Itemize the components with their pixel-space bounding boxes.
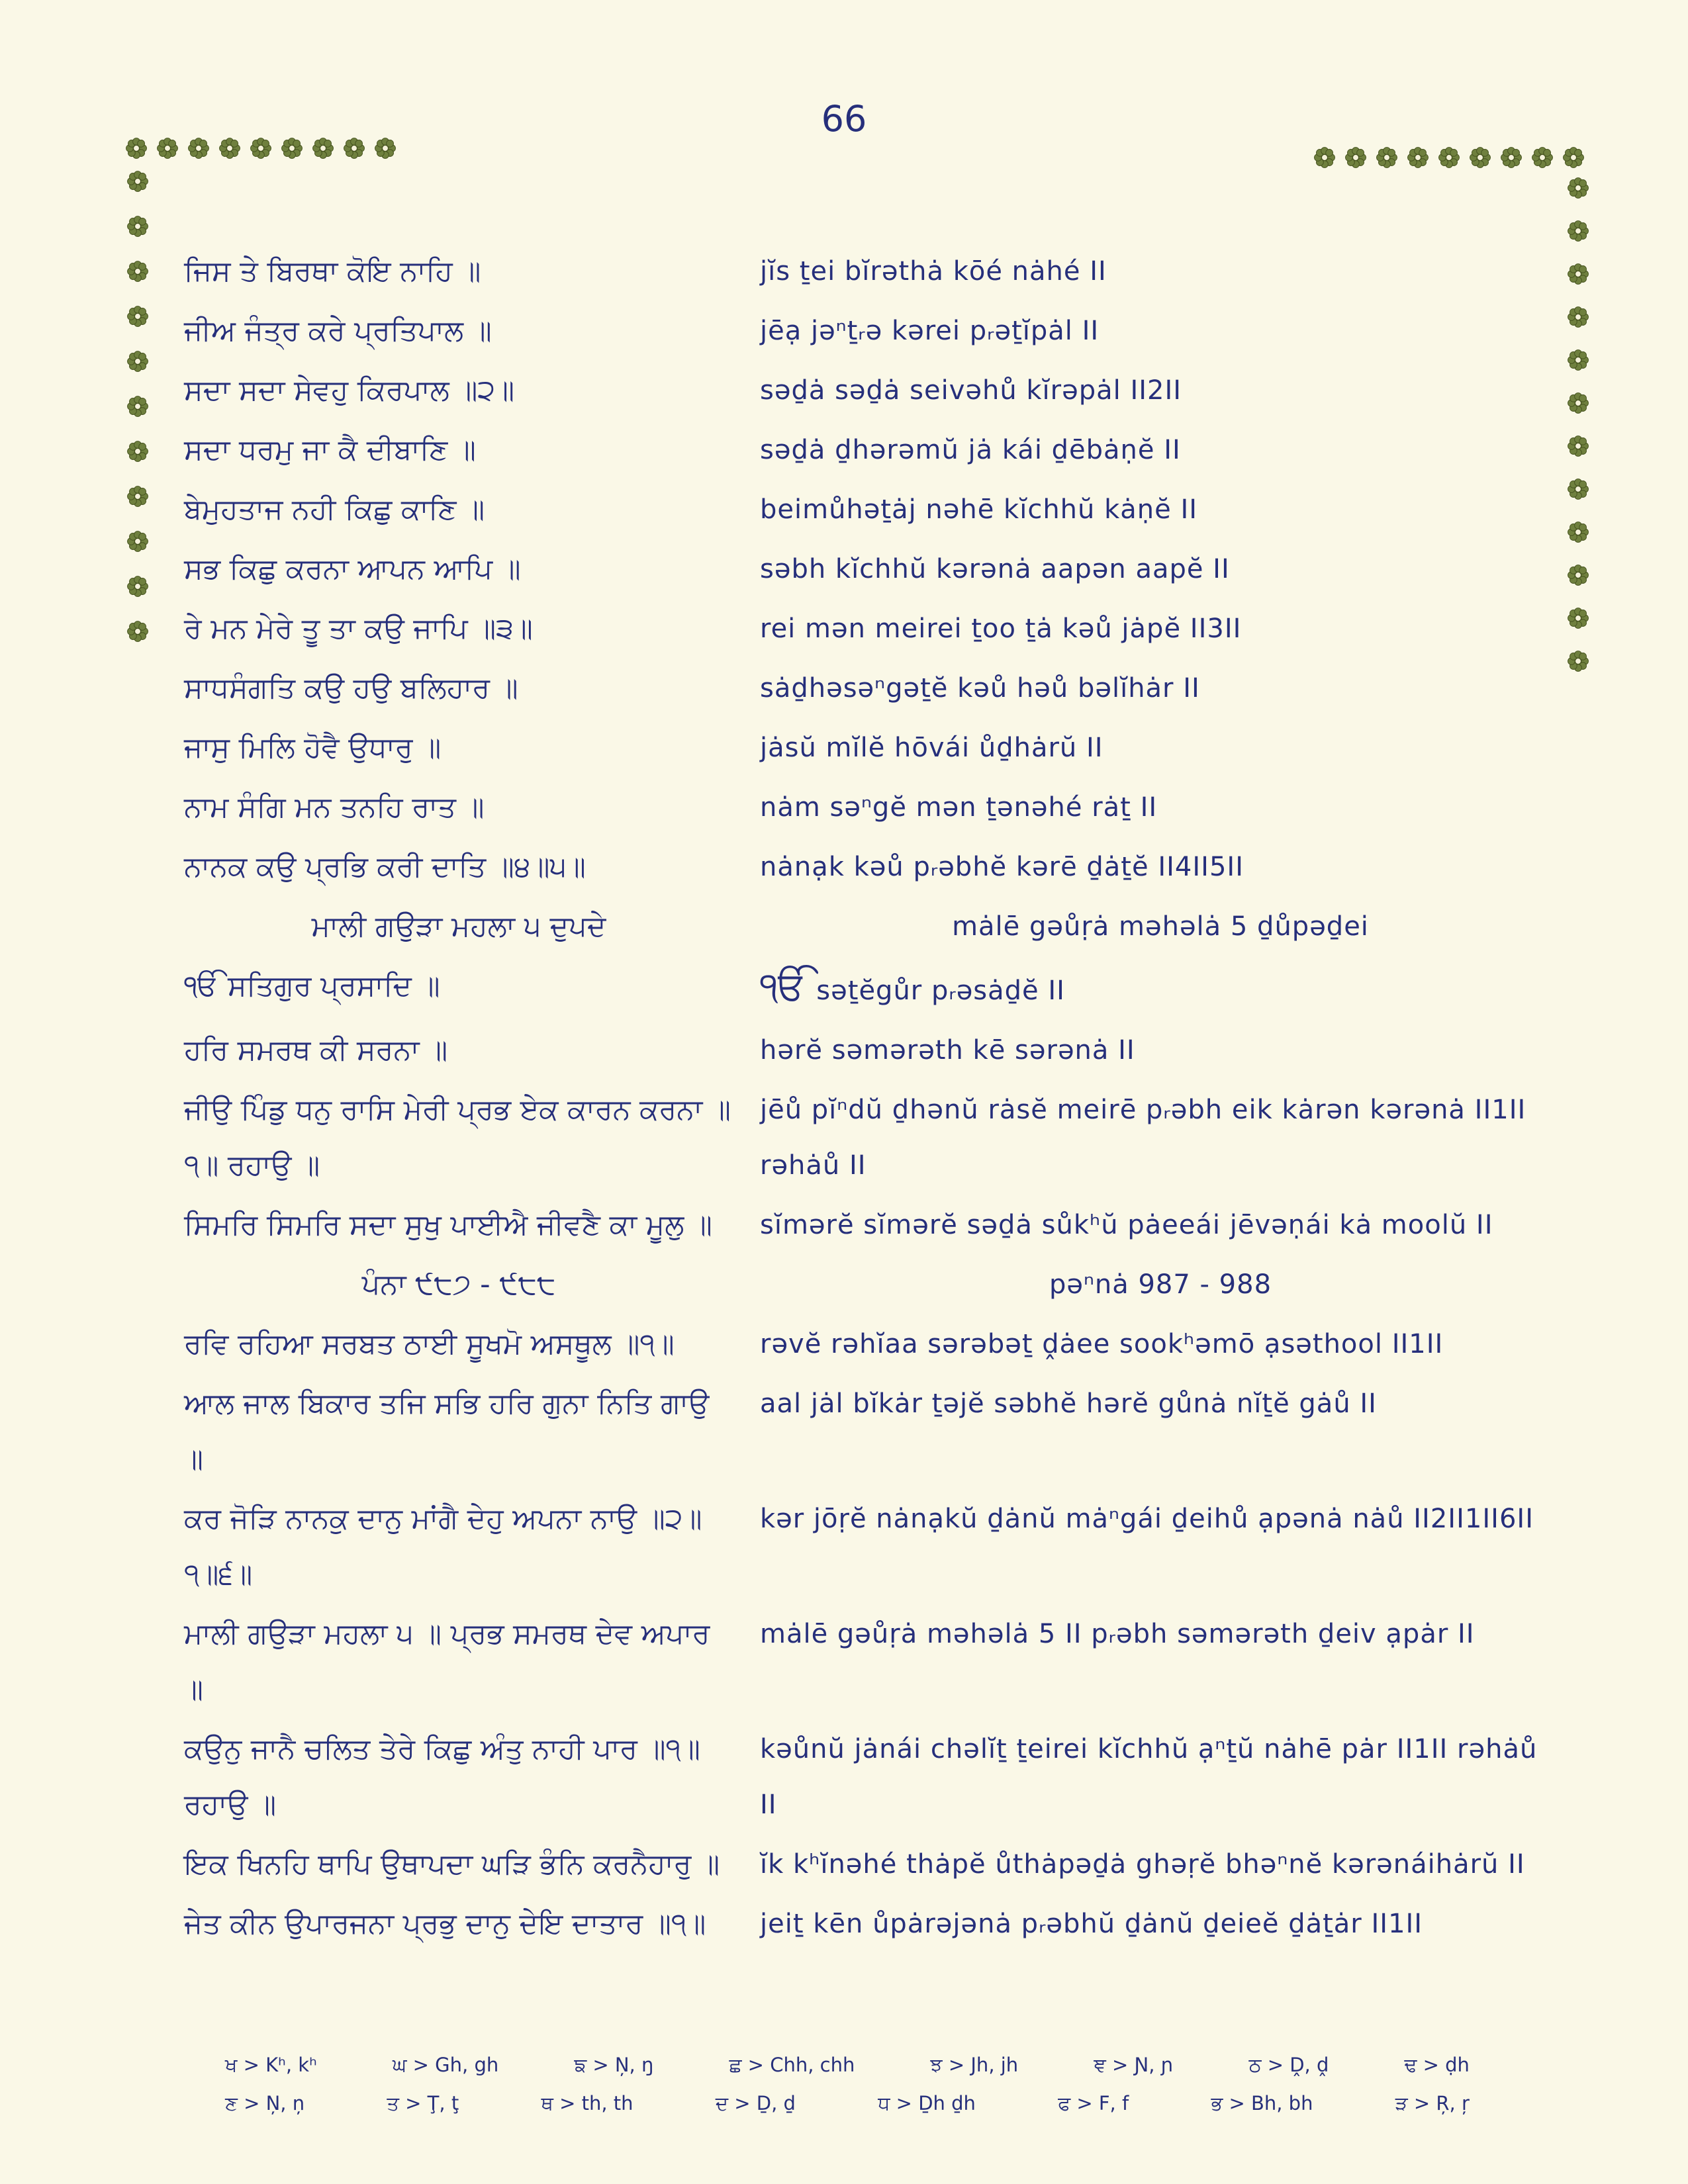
gurmukhi-text: ਜੀਅ ਜੰਤ੍ਰ ਕਰੇ ਪ੍ਰਤਿਪਾਲ ॥	[184, 314, 492, 347]
legend-mapping: ਦ > Ḏ, ḏ	[715, 2092, 796, 2115]
gurmukhi-text: ਮਾਲੀ ਗਉੜਾ ਮਹਲਾ ੫ ਦੁਪਦੇ	[311, 910, 606, 943]
transliteration-text: sȧḏhəsəⁿgəṯĕ kəů həů bəlĭhȧr II	[760, 673, 1200, 704]
gurmukhi-text: ਜਿਸ ਤੇ ਬਿਰਥਾ ਕੋਇ ਨਾਹਿ ॥	[184, 255, 481, 288]
legend-mapping: ੜ > Ŗ, ŗ	[1395, 2092, 1470, 2115]
verse-table	[184, 244, 1561, 1956]
gurmukhi-text: ਬੇਮੁਹਤਾਜ ਨਹੀ ਕਿਛੁ ਕਾਣਿ ॥	[184, 493, 485, 526]
gurmukhi-text: ਸਿਮਰਿ ਸਿਮਰਿ ਸਦਾ ਸੁਖੁ ਪਾਈਐ ਜੀਵਣੈ ਕਾ ਮੂਲੁ ॥	[184, 1208, 712, 1242]
legend-mapping: ਧ > Ḏh ḏh	[878, 2092, 976, 2115]
transliteration-text: beimůhəṯȧj nəhē kĭchhŭ kȧṇĕ II	[760, 494, 1198, 525]
flower-icon	[1530, 146, 1554, 169]
flower-icon	[218, 136, 242, 160]
gurmukhi-text: ਨਾਨਕ ਕਉ ਪ੍ਰਭਿ ਕਰੀ ਦਾਤਿ ॥੪॥੫॥	[184, 850, 586, 884]
flower-icon	[1566, 649, 1590, 673]
transliteration-text: mȧlē gəůṛȧ məhəlȧ 5 ḏůpəḏei	[952, 911, 1369, 942]
gurmukhi-text: ਰਵਿ ਰਹਿਆ ਸਰਬਤ ਠਾਈ ਸੂਖਮੋ ਅਸਥੂਲ ॥੧॥	[184, 1328, 675, 1361]
gurmukhi-text: ਆਲ ਜਾਲ ਬਿਕਾਰ ਤਜਿ ਸਭਿ ਹਰਿ ਗੁਨਾ ਨਿਤਿ ਗਾਉ ॥	[184, 1387, 710, 1476]
legend-mapping: ਤ > Ţ, ţ	[387, 2092, 459, 2115]
transliteration-text: nȧm səⁿgĕ mən ṯənəhé rȧṯ II	[760, 792, 1158, 823]
legend-mapping: ਞ > Ɲ, ɲ	[1094, 2054, 1174, 2076]
flower-icon	[1566, 434, 1590, 458]
flower-icon	[1566, 262, 1590, 286]
flower-icon	[126, 574, 150, 598]
gurmukhi-text: ਸਦਾ ਸਦਾ ਸੇਵਹੁ ਕਿਰਪਾਲ ॥੨॥	[184, 374, 515, 407]
flower-icon	[156, 136, 179, 160]
flower-icon	[280, 136, 304, 160]
gurmukhi-text: ਜੀਉ ਪਿੰਡੁ ਧਨੁ ਰਾਸਿ ਮੇਰੀ ਪ੍ਰਭ ਏਕ ਕਾਰਨ ਕਰਨਾ ॥੧॥ ਰਹਾਉ ॥	[184, 1093, 731, 1182]
transliteration-text: səḏȧ səḏȧ seivəhů kĭrəpȧl II2II	[760, 375, 1182, 406]
flower-icon	[187, 136, 211, 160]
gurmukhi-text: ਜਾਸੁ ਮਿਲਿ ਹੋਵੈ ਉਧਾਰੁ ॥	[184, 731, 442, 764]
flower-icon	[126, 259, 150, 283]
flower-icon	[126, 394, 150, 418]
gurmukhi-text: ਇਕ ਖਿਨਹਿ ਥਾਪਿ ਉਥਾਪਦਾ ਘੜਿ ਭੰਨਿ ਕਰਨੈਹਾਰੁ ॥	[184, 1848, 720, 1881]
gurmukhi-text: ਪੰਨਾ ੯੮੭ - ੯੮੮	[361, 1268, 556, 1301]
gurmukhi-text: ਜੇਤ ਕੀਨ ਉਪਾਰਜਨਾ ਪ੍ਰਭੁ ਦਾਨੁ ਦੇਇ ਦਾਤਾਰ ॥੧॥	[184, 1907, 706, 1940]
transliteration-text: ĭk kʰĭnəhé thȧpĕ ůthȧpəḏȧ ghəṛĕ bhəⁿnĕ kərənáihȧrŭ II	[760, 1849, 1525, 1880]
flower-icon	[126, 439, 150, 463]
transliteration-text: kəůnŭ jȧnái chəlĭṯ ṯeirei kĭchhŭ ạⁿṯŭ nȧhē pȧr II1II rəhȧů II	[760, 1734, 1538, 1820]
flower-icon	[126, 529, 150, 553]
legend-mapping: ਣ > Ņ, ņ	[225, 2092, 305, 2115]
gurmukhi-text: ਸਾਧਸੰਗਤਿ ਕਉ ਹਉ ਬਲਿਹਾਰ ॥	[184, 672, 518, 705]
flower-icon	[126, 619, 150, 643]
transliteration-legend	[225, 2046, 1470, 2122]
flower-icon	[126, 304, 150, 328]
gurmukhi-text: ਮਾਲੀ ਗਉੜਾ ਮਹਲਾ ੫ ॥ ਪ੍ਰਭ ਸਮਰਥ ਦੇਵ ਅਪਾਰ ॥	[184, 1617, 710, 1706]
flower-icon	[249, 136, 273, 160]
legend-mapping: ਭ > Bh, bh	[1211, 2092, 1313, 2115]
flower-icon	[1566, 520, 1590, 544]
gurmukhi-text: ਕਉਨੁ ਜਾਨੈ ਚਲਿਤ ਤੇਰੇ ਕਿਛੁ ਅੰਤੁ ਨਾਹੀ ਪਾਰ ॥੧॥ ਰਹਾਉ ॥	[184, 1733, 700, 1821]
transliteration-text: jeiṯ kēn ůpȧrəjənȧ pᵣəbhŭ ḏȧnŭ ḏeieĕ ḏȧṯȧr II1II	[760, 1909, 1423, 1939]
transliteration-text: kər jōṛĕ nȧnạkŭ ḏȧnŭ mȧⁿgái ḏeihů ạpənȧ nȧů II2II1II6II	[760, 1504, 1534, 1534]
flower-icon	[1566, 176, 1590, 200]
legend-mapping: ਥ > th, th	[541, 2092, 633, 2115]
transliteration-text: səbh kĭchhŭ kərənȧ aapən aapĕ II	[760, 554, 1230, 584]
transliteration-text: səḏȧ ḏhərəmŭ jȧ kái ḏēbȧṇĕ II	[760, 435, 1181, 465]
flower-icon	[1499, 146, 1523, 169]
legend-mapping: ਘ > Gh, gh	[392, 2054, 499, 2076]
legend-mapping: ਖ > Kʰ, kʰ	[225, 2054, 317, 2076]
flower-icon	[1566, 606, 1590, 630]
transliteration-text: pəⁿnȧ 987 - 988	[1049, 1269, 1272, 1300]
flower-icon	[1566, 348, 1590, 372]
flower-icon	[1562, 146, 1585, 169]
transliteration-text: mȧlē gəůṛȧ məhəlȧ 5 II pᵣəbh səmərəth ḏeiv ạpȧr II	[760, 1619, 1475, 1649]
flower-icon	[373, 136, 397, 160]
transliteration-text: hərĕ səmərəth kē sərənȧ II	[760, 1035, 1135, 1066]
flower-icon	[126, 169, 150, 193]
flower-icon	[1313, 146, 1336, 169]
legend-mapping: ਢ > ḍh	[1404, 2054, 1470, 2076]
gurmukhi-text: ਨਾਮ ਸੰਗਿ ਮਨ ਤਨਹਿ ਰਾਤ ॥	[184, 791, 485, 824]
gurmukhi-text: ਕਰ ਜੋੜਿ ਨਾਨਕੁ ਦਾਨੁ ਮਾਂਗੈ ਦੇਹੁ ਅਪਨਾ ਨਾਉ ॥੨॥੧॥੬॥	[184, 1502, 702, 1591]
page-number: 66	[821, 98, 867, 140]
flower-icon	[1406, 146, 1430, 169]
flower-icon	[124, 136, 148, 160]
flower-icon	[1375, 146, 1399, 169]
gurmukhi-text: ੴ ਸਤਿਗੁਰ ਪ੍ਰਸਾਦਿ ॥	[184, 970, 440, 1003]
flower-icon	[1468, 146, 1492, 169]
transliteration-text: jēů pĭⁿdŭ ḏhənŭ rȧsĕ meirē pᵣəbh eik kȧrən kərənȧ II1II rəhȧů II	[760, 1095, 1526, 1181]
legend-mapping: ਛ > Chh, chh	[729, 2054, 855, 2076]
flower-icon	[311, 136, 335, 160]
transliteration-text: jēạ jəⁿṯᵣə kərei pᵣəṯĭpȧl II	[760, 316, 1100, 346]
legend-row	[225, 2046, 1470, 2083]
flower-icon	[126, 214, 150, 238]
flower-icon	[126, 349, 150, 373]
flower-icon	[342, 136, 366, 160]
legend-mapping: ਫ > F, f	[1058, 2092, 1129, 2115]
gurmukhi-text: ਰੇ ਮਨ ਮੇਰੇ ਤੂ ਤਾ ਕਉ ਜਾਪਿ ॥੩॥	[184, 612, 533, 645]
legend-mapping: ਝ > Jh, jh	[930, 2054, 1019, 2076]
legend-row	[225, 2085, 1470, 2122]
transliteration-text: ੴ səṯĕgůr pᵣəsȧḏĕ II	[760, 964, 1065, 1009]
flower-icon	[1566, 563, 1590, 587]
legend-mapping: ਙ > Ņ, ŋ	[574, 2054, 654, 2076]
transliteration-text: jĭs ṯei bĭrəthȧ kōé nȧhé II	[760, 256, 1107, 287]
transliteration-text: jȧsŭ mĭlĕ hōvái ůḏhȧrŭ II	[760, 733, 1103, 763]
gurmukhi-text: ਸਦਾ ਧਰਮੁ ਜਾ ਕੈ ਦੀਬਾਣਿ ॥	[184, 433, 476, 467]
flower-icon	[1566, 477, 1590, 501]
flower-icon	[1437, 146, 1461, 169]
flower-icon	[1566, 305, 1590, 329]
flower-icon	[1566, 219, 1590, 243]
transliteration-text: rei mən meirei ṯoo ṯȧ kəů jȧpĕ II3II	[760, 614, 1242, 644]
transliteration-text: nȧnạk kəů pᵣəbhĕ kərē ḏȧṯĕ II4II5II	[760, 852, 1244, 882]
transliteration-text: sĭmərĕ sĭmərĕ səḏȧ sůkʰŭ pȧeeái jēvəṇái kȧ moolŭ II	[760, 1210, 1493, 1240]
gurmukhi-text: ਸਭ ਕਿਛੁ ਕਰਨਾ ਆਪਨ ਆਪਿ ॥	[184, 553, 521, 586]
flower-icon	[1344, 146, 1368, 169]
gurmukhi-text: ਹਰਿ ਸਮਰਥ ਕੀ ਸਰਨਾ ॥	[184, 1034, 448, 1067]
transliteration-text: rəvĕ rəhĭaa sərəbəṯ ḓȧee sookʰəmō ạsəthool II1II	[760, 1329, 1444, 1359]
legend-mapping: ਠ > Ḓ, ḓ	[1248, 2054, 1329, 2076]
flower-icon	[1566, 391, 1590, 415]
transliteration-text: aal jȧl bĭkȧr ṯəjĕ səbhĕ hərĕ gůnȧ nĭṯĕ gȧů II	[760, 1388, 1377, 1419]
flower-icon	[126, 484, 150, 508]
